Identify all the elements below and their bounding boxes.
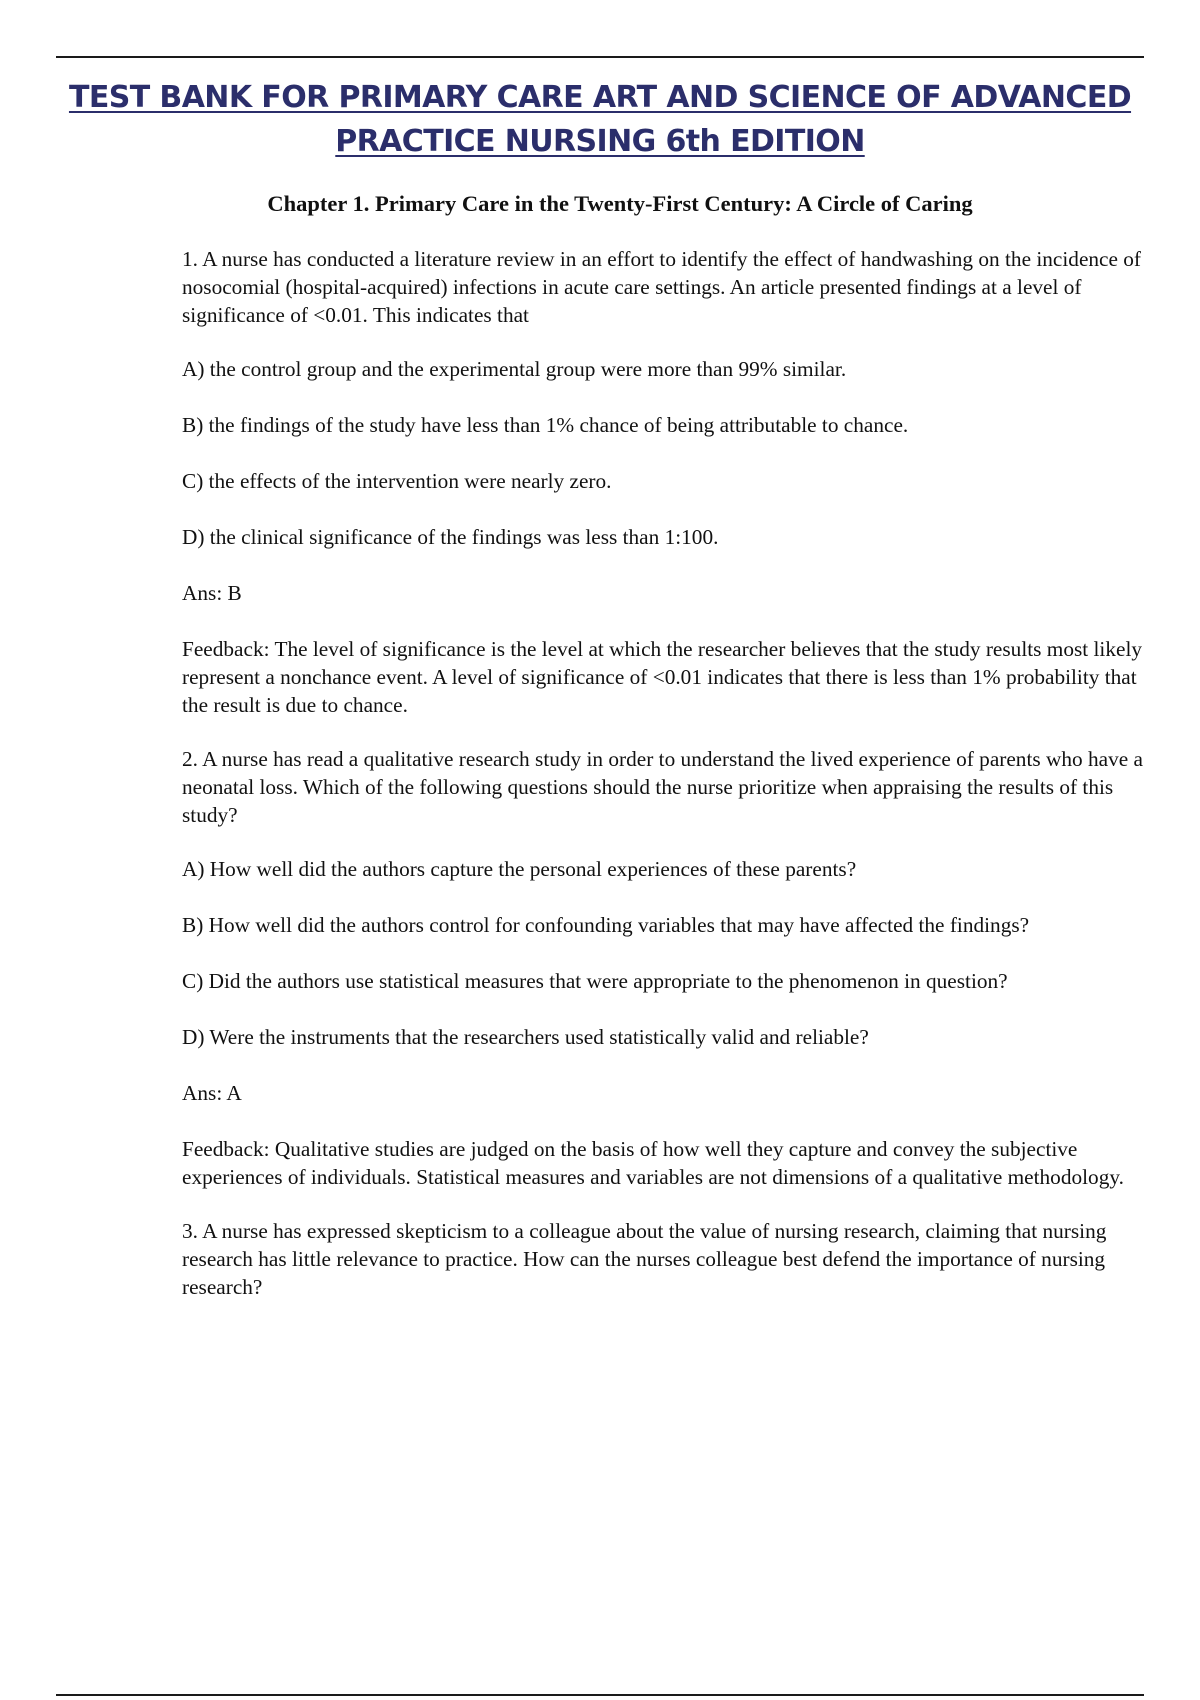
top-rule (56, 56, 1144, 58)
answer-option-b: B) the findings of the study have less than 1% chance of being attributable to chance. (182, 413, 909, 437)
question-stem: 1. A nurse has conducted a literature review in an effort to identify the effect of handwashing on the incidence of nosocomial (hospital-acquired) infections in acute care settings. An article presented findings at a level of significance of <0.01. This indicates that (182, 247, 1142, 327)
answer-key: Ans: A (182, 1081, 242, 1105)
answer-option-b: B) How well did the authors control for confounding variables that may have affected the findings? (182, 913, 1030, 937)
document-title (60, 76, 1140, 164)
document-title-line-2: PRACTICE NURSING 6th EDITION (335, 124, 865, 159)
question-stem: 2. A nurse has read a qualitative research study in order to understand the lived experience of parents who have a neonatal loss. Which of the following questions should the nurse prioritize when appraising the results of this study? (182, 747, 1143, 827)
question-2 (182, 745, 1162, 1191)
answer-option-a: A) How well did the authors capture the personal experiences of these parents? (182, 857, 857, 881)
answer-option-d: D) Were the instruments that the researchers used statistically valid and reliable? (182, 1025, 869, 1049)
questions-body (182, 245, 1162, 1327)
answer-option-c: C) the effects of the intervention were nearly zero. (182, 469, 612, 493)
bottom-rule (56, 1694, 1144, 1696)
answer-option-c: C) Did the authors use statistical measures that were appropriate to the phenomenon in question? (182, 969, 1008, 993)
question-3 (182, 1217, 1162, 1301)
answer-option-d: D) the clinical significance of the findings was less than 1:100. (182, 525, 719, 549)
answer-option-a: A) the control group and the experimental group were more than 99% similar. (182, 357, 847, 381)
question-1 (182, 245, 1162, 719)
question-stem: 3. A nurse has expressed skepticism to a colleague about the value of nursing research, claiming that nursing research has little relevance to practice. How can the nurses colleague best defend the importance of nursing research? (182, 1219, 1107, 1299)
chapter-heading: Chapter 1. Primary Care in the Twenty-First Century: A Circle of Caring (267, 191, 973, 216)
document-title-line-1: TEST BANK FOR PRIMARY CARE ART AND SCIENCE OF ADVANCED (68, 80, 1132, 115)
answer-key: Ans: B (182, 581, 242, 605)
feedback: Feedback: The level of significance is the level at which the researcher believes that the study results most likely represent a nonchance event. A level of significance of <0.01 indicates that there is less than 1% probability that the result is due to chance. (182, 637, 1143, 717)
feedback: Feedback: Qualitative studies are judged on the basis of how well they capture and convey the subjective experiences of individuals. Statistical measures and variables are not dimensions of a qualitative methodology. (182, 1137, 1124, 1189)
